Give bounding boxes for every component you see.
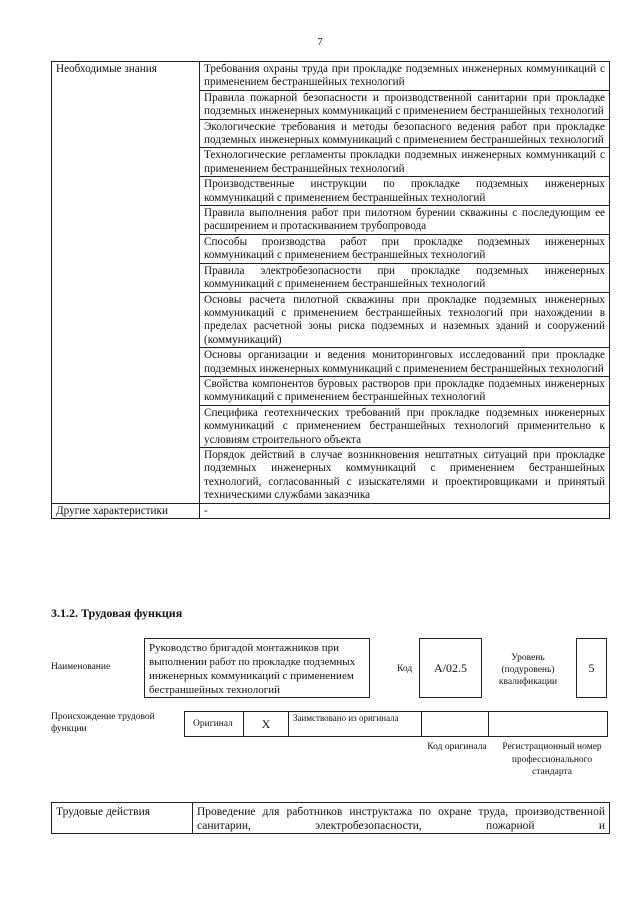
code-box: А/02.5: [419, 638, 482, 698]
list-item: Проведение для работников инструктажа по охране труда, производственной санитарии, электробезопасности, пожарной и: [193, 803, 610, 834]
list-item: Свойства компонентов буровых растворов при прокладке подземных инженерных коммуникаций с применением бестраншейных технологий: [200, 376, 610, 405]
name-label: Наименование: [51, 662, 111, 672]
code-label: Код: [397, 664, 413, 674]
level-label: Уровень (подуровень) квалификации: [498, 653, 558, 687]
list-item: Способы производства работ при прокладке подземных инженерных коммуникаций с применением бестраншейных технологий: [200, 234, 610, 263]
other-label: Другие характеристики: [52, 503, 200, 518]
table-row: [52, 62, 610, 91]
list-item: Правила электробезопасности при прокладке подземных инженерных коммуникаций с применением бестраншейных технологий: [200, 263, 610, 292]
actions-label: Трудовые действия: [52, 803, 193, 834]
other-value: -: [200, 503, 610, 518]
list-item: Технологические регламенты прокладки подземных инженерных коммуникаций с применением бестраншейных технологий: [200, 148, 610, 177]
page-number: 7: [317, 36, 323, 48]
section-title: 3.1.2. Трудовая функция: [51, 606, 183, 620]
original-cell: Оригинал: [184, 711, 244, 737]
code-original-caption: Код оригинала: [427, 742, 487, 752]
table-row: [52, 803, 610, 834]
registration-number-cell: [488, 711, 608, 737]
origin-row: [185, 711, 608, 737]
list-item: Основы организации и ведения мониторинговых исследований при прокладке подземных инженерных коммуникаций с применением бестраншейных технологий: [200, 348, 610, 377]
level-box: 5: [576, 638, 607, 698]
function-header: [51, 636, 611, 756]
list-item: Основы расчета пилотной скважины при прокладке подземных инженерных коммуникаций с применением бестраншейных технологий при нахождении в пределах расчетной зоны риска подземных и наземных зданий и сооружений (коммуникаций): [200, 292, 610, 348]
list-item: Правила выполнения работ при пилотном бурении скважины с последующим ее расширением и протаскиванием трубопровода: [200, 206, 610, 235]
knowledge-table: [51, 61, 610, 519]
list-item: Требования охраны труда при прокладке подземных инженерных коммуникаций с применением бестраншейных технологий: [200, 62, 610, 91]
origin-label: Происхождение трудовой функции: [51, 712, 155, 734]
registration-caption: Регистрационный номер профессионального стандарта: [502, 742, 602, 777]
function-name-box: Руководство бригадой монтажников при выполнении работ по прокладке подземных инженерных коммуникаций с применением бестраншейных технологий: [144, 638, 370, 698]
list-item: Порядок действий в случае возникновения нештатных ситуаций при прокладке подземных инженерных коммуникаций с применением бестраншейных технологий, согласованный с изыскателями и проектировщиками и принятый техническими службами заказчика: [200, 447, 610, 503]
knowledge-label: Необходимые знания: [52, 62, 200, 504]
actions-table: [51, 802, 610, 834]
original-mark-cell: Х: [243, 711, 289, 737]
borrowed-cell: Заимствовано из оригинала: [288, 711, 422, 737]
original-code-cell: [421, 711, 489, 737]
list-item: Экологические требования и методы безопасного ведения работ при прокладке подземных инженерных коммуникаций с применением бестраншейных технологий: [200, 119, 610, 148]
table-row: [52, 503, 610, 518]
list-item: Правила пожарной безопасности и производственной санитарии при прокладке подземных инженерных коммуникаций с применением бестраншейных технологий: [200, 90, 610, 119]
list-item: Производственные инструкции по прокладке подземных инженерных коммуникаций с применением бестраншейных технологий: [200, 177, 610, 206]
list-item: Специфика геотехнических требований при прокладке подземных инженерных коммуникаций с применением бестраншейных технологий применительно к условиям строительного объекта: [200, 405, 610, 447]
